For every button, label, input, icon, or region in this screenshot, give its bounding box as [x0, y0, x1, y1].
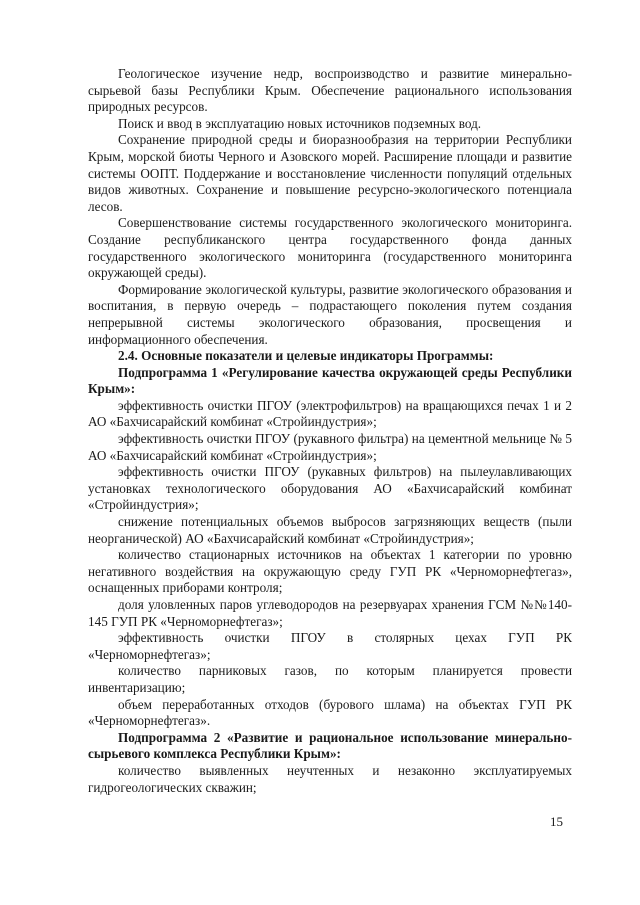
paragraph-monitoring: Совершенствование системы государственного экологического мониторинга. Создание республиканского центра государственного фонда данных государственного экологического мониторинга (государственного мониторинга окружающей среды). — [88, 215, 572, 281]
paragraph-mineral-base: Геологическое изучение недр, воспроизводство и развитие минерально-сырьевой базы Республики Крым. Обеспечение рационального использования природных ресурсов. — [88, 66, 572, 115]
list-item: снижение потенциальных объемов выбросов загрязняющих веществ (пыли неорганической) АО «Бахчисарайский комбинат «Стройиндустрия»; — [88, 514, 572, 546]
section-heading: 2.4. Основные показатели и целевые индикаторы Программы: — [118, 348, 494, 364]
list-item: количество парниковых газов, по которым планируется провести инвентаризацию; — [88, 663, 572, 695]
paragraph-biodiversity: Сохранение природной среды и биоразнообразия на территории Республики Крым, морской биоты Черного и Азовского морей. Расширение площади и развитие системы ООПТ. Поддержание и восстановление численности популяций отдельных видов животных. Сохранение и повышение ресурсно-экологического потенциала лесов. — [88, 132, 572, 214]
subprogram-1-heading: Подпрограмма 1 «Регулирование качества окружающей среды Республики Крым»: — [88, 364, 572, 397]
list-item: эффективность очистки ПГОУ (рукавных фильтров) на пылеулавливающих установках технологического оборудования АО «Бахчисарайский комбинат «Стройиндустрия»; — [88, 464, 572, 513]
paragraph-groundwater: Поиск и ввод в эксплуатацию новых источников подземных вод. — [118, 115, 482, 131]
list-item: количество стационарных источников на объектах 1 категории по уровню негативного воздействия на окружающую среду ГУП РК «Черноморнефтегаз», оснащенных приборами контроля; — [88, 547, 572, 596]
list-item: количество выявленных неучтенных и незаконно эксплуатируемых гидрогеологических скважин; — [88, 762, 572, 795]
subprogram-2-heading: Подпрограмма 2 «Развитие и рациональное использование минерально-сырьевого комплекса Республики Крым»: — [88, 729, 572, 762]
paragraph-eco-culture: Формирование экологической культуры, развитие экологического образования и воспитания, в первую очередь – подрастающего поколения путем создания непрерывной системы экологического образования, просвещения и информационного обеспечения. — [88, 281, 572, 347]
list-item: доля уловленных паров углеводородов на резервуарах хранения ГСМ №№140-145 ГУП РК «Черноморнефтегаз»; — [88, 597, 572, 629]
list-item: эффективность очистки ПГОУ (электрофильтров) на вращающихся печах 1 и 2 АО «Бахчисарайский комбинат «Стройиндустрия»; — [88, 397, 572, 430]
document-body — [88, 66, 572, 796]
page-number: 15 — [550, 814, 563, 829]
list-item: объем переработанных отходов (бурового шлама) на объектах ГУП РК «Черноморнефтегаз». — [88, 696, 572, 729]
list-item: эффективность очистки ПГОУ (рукавного фильтра) на цементной мельнице № 5 АО «Бахчисарайский комбинат «Стройиндустрия»; — [88, 431, 572, 463]
list-item: эффективность очистки ПГОУ в столярных цехах ГУП РК «Черноморнефтегаз»; — [88, 630, 572, 662]
